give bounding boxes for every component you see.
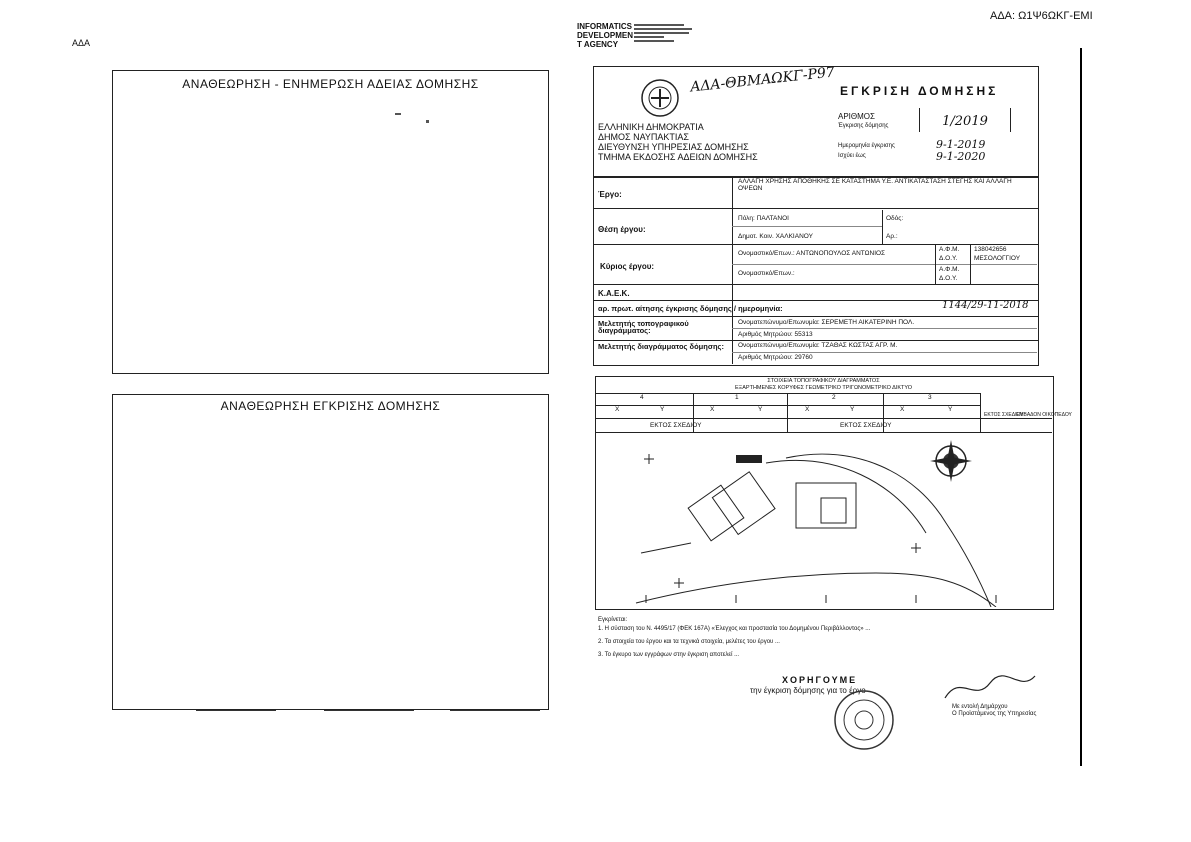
note-line: 1. Η σύσταση του Ν. 4495/17 (ΦΕΚ 167Α) «Έλεγχος και προστασία του Δομημένου Περιβάλλοντος» ... — [598, 626, 871, 632]
topo-col-header: 4 — [640, 394, 644, 401]
page-edge-rule — [1080, 48, 1082, 766]
location-community: Δημοτ. Κοιν. ΧΑΛΚΙΑΝΟΥ — [738, 233, 813, 240]
project-value: ΑΛΛΑΓΗ ΧΡΗΣΗΣ ΑΠΟΘΗΚΗΣ ΣΕ ΚΑΤΑΣΤΗΜΑ Υ.Ε. ΑΝΤΙΚΑΤΑΣΤΑΣΗ ΣΤΕΓΗΣ ΚΑΙ ΑΛΛΑΓΗ ΟΨΕΩΝ — [738, 178, 1012, 192]
revision-approval-box — [112, 394, 549, 710]
table-divider — [787, 393, 788, 432]
authority-line: ΔΗΜΟΣ ΝΑΥΠΑΚΤΙΑΣ — [598, 132, 689, 142]
owner-doy-value: ΜΕΣΟΛΟΓΓΙΟΥ — [974, 255, 1021, 262]
owner-name-1: Ονομαστικό/Επων.: ΑΝΤΩΝΟΠΟΥΛΟΣ ΑΝΤΩΝΙΟΣ — [738, 250, 886, 257]
agency-line: DEVELOPMEN — [577, 31, 634, 40]
table-divider — [593, 284, 1038, 285]
engineer-plan-name: Ονοματεπώνυμο/Επωνυμία: ΤΖΑΘΑΣ ΚΩΣΤΑΣ ΑΓΡ. Μ. — [738, 342, 898, 349]
revision-update-box — [112, 70, 549, 374]
table-divider — [732, 176, 733, 364]
owner-afm-label: Α.Φ.Μ. — [939, 266, 960, 273]
table-divider — [980, 393, 981, 432]
scan-speck — [395, 113, 401, 115]
engineer-plan-reg: Αριθμός Μητρώου: 29760 — [738, 354, 813, 361]
table-divider — [882, 210, 883, 244]
number-field — [919, 108, 1011, 132]
signature-rule — [450, 710, 540, 711]
table-divider — [593, 208, 1038, 209]
owner-name-2: Ονομαστικό/Επων.: — [738, 270, 795, 277]
agency-line: T AGENCY — [577, 40, 619, 49]
notes-heading: Εγκρίνεται: — [598, 617, 628, 623]
topo-col-header: 2 — [832, 394, 836, 401]
location-street: Οδός: — [886, 215, 904, 222]
topo-title-2: ΕΞΑΡΤΗΜΕΝΕΣ ΚΟΡΥΦΕΣ ΓΕΩΜΕΤΡΙΚΟ ΤΡΙΓΩΝΟΜΕΤΡΙΚΟ ΔΙΚΤΥΟ — [735, 385, 912, 391]
permit-title: ΕΓΚΡΙΣΗ ΔΟΜΗΣΗΣ — [840, 84, 999, 98]
issue-date-label: Ημερομηνία έγκρισης — [838, 143, 895, 149]
site-plan-drawing — [596, 433, 1051, 607]
number-value: 1/2019 — [942, 114, 988, 129]
table-divider — [935, 244, 936, 284]
authority-block — [598, 122, 758, 162]
row-rule — [732, 328, 1037, 329]
signature-rule — [324, 710, 414, 711]
signature-line: Ο Προϊστάμενος της Υπηρεσίας — [952, 711, 1037, 717]
row-rule — [732, 264, 1037, 265]
topo-zone-label: ΕΚΤΟΣ ΣΧΕΔΙΟΥ — [840, 422, 892, 429]
issue-date-value: 9-1-2019 — [936, 138, 986, 151]
engineer-topo-name: Ονοματεπώνυμο/Επωνυμία: ΣΕΡΕΜΕΤΗ ΑΙΚΑΤΕΡΙΝΗ ΠΟΛ. — [738, 319, 915, 326]
topo-title-1: ΣΤΟΙΧΕΙΑ ΤΟΠΟΓΡΑΦΙΚΟΥ ΔΙΑΓΡΑΜΜΑΤΟΣ — [767, 378, 880, 384]
topo-axis-label: Y — [948, 406, 953, 413]
authority-line: ΔΙΕΥΘΥΝΣΗ ΥΠΗΡΕΣΙΑΣ ΔΟΜΗΣΗΣ — [598, 142, 749, 152]
engineer-topo-label: Μελετητής τοπογραφικού διαγράμματος: — [598, 319, 689, 335]
signature-rule — [196, 710, 276, 711]
owner-doy-label: Δ.Ο.Υ. — [939, 275, 958, 282]
topo-axis-label: X — [615, 406, 620, 413]
kaek-label: Κ.Α.Ε.Κ. — [598, 289, 630, 298]
authority-line: ΕΛΛΗΝΙΚΗ ΔΗΜΟΚΡΑΤΙΑ — [598, 122, 704, 132]
signature-line: Με εντολή Δημάρχου — [952, 704, 1008, 710]
revision-update-title: ΑΝΑΘΕΩΡΗΣΗ - ΕΝΗΜΕΡΩΣΗ ΑΔΕΙΑΣ ΔΟΜΗΣΗΣ — [182, 77, 479, 91]
number-sublabel: Έγκρισης δόμησης — [838, 123, 889, 129]
row-rule — [732, 226, 882, 227]
number-label: ΑΡΙΘΜΟΣ — [838, 112, 875, 121]
topo-axis-label: X — [710, 406, 715, 413]
project-table — [593, 176, 1039, 366]
table-divider — [593, 316, 1038, 317]
notes-block — [598, 617, 1048, 659]
grant-title: ΧΟΡΗΓΟΥΜΕ — [782, 675, 858, 685]
grant-subtitle: την έγκριση δόμησης για το έργο — [750, 686, 866, 695]
topo-col-header: 1 — [735, 394, 739, 401]
agency-line: INFORMATICS — [577, 22, 632, 31]
owner-afm-label: Α.Φ.Μ. — [939, 246, 960, 253]
owner-afm-value: 138042656 — [974, 246, 1007, 253]
location-city: Πόλη: ΠΑΛΤΑΝΟΙ — [738, 215, 789, 222]
ada-code-top-right: ΑΔΑ: Ω1Ψ6ΩΚΓ-ΕΜΙ — [990, 10, 1093, 22]
engineer-plan-label: Μελετητής διαγράμματος δόμησης: — [598, 342, 724, 351]
location-number: Αρ.: — [886, 233, 898, 240]
topo-axis-label: Y — [850, 406, 855, 413]
agency-stamp — [577, 22, 633, 49]
table-divider — [970, 244, 971, 284]
topo-col-header: 3 — [928, 394, 932, 401]
note-line: 3. Το έγκυρο των εγγράφων στην έγκριση αποτελεί ... — [598, 652, 740, 658]
valid-until-value: 9-1-2020 — [936, 150, 986, 163]
handwritten-signature — [940, 668, 1040, 708]
topo-axis-label: X — [805, 406, 810, 413]
handwritten-ada: ΑΔΑ-ΘΒΜΑΩΚΓ-Ρ97 — [689, 64, 836, 96]
greek-emblem-icon — [640, 78, 680, 118]
north-arrow-icon — [928, 438, 974, 484]
owner-label: Κύριος έργου: — [600, 262, 655, 271]
request-label: αρ. πρωτ. αίτησης έγκρισης δόμησης / ημερομηνία: — [598, 304, 783, 313]
agency-fine-print — [634, 22, 694, 48]
topo-right-label: ΕΜΒΑΔΟΝ ΟΙΚΟΠΕΔΟΥ — [1016, 412, 1072, 418]
topo-right-label: ΕΚΤΟΣ ΣΧΕΔΙΟΥ — [984, 412, 1024, 418]
scan-speck — [426, 120, 429, 123]
location-label: Θέση έργου: — [598, 225, 646, 234]
topo-axis-label: Y — [660, 406, 665, 413]
engineer-topo-reg: Αριθμός Μητρώου: 55313 — [738, 331, 813, 338]
topo-axis-label: X — [900, 406, 905, 413]
owner-doy-label: Δ.Ο.Υ. — [939, 255, 958, 262]
official-seal-icon — [832, 688, 896, 752]
topo-zone-label: ΕΚΤΟΣ ΣΧΕΔΙΟΥ — [650, 422, 702, 429]
row-rule — [732, 352, 1037, 353]
authority-line: ΤΜΗΜΑ ΕΚΔΟΣΗΣ ΑΔΕΙΩΝ ΔΟΜΗΣΗΣ — [598, 152, 758, 162]
table-divider — [593, 340, 1038, 341]
note-line: 2. Τα στοιχεία του έργου και τα τεχνικά στοιχεία, μελέτες του έργου ... — [598, 639, 780, 645]
project-label: Έργο: — [598, 190, 622, 199]
request-value: 1144/29-11-2018 — [942, 300, 1029, 311]
table-divider — [593, 244, 1038, 245]
ada-label-top-left: ΑΔΑ — [72, 38, 91, 48]
topo-axis-label: Y — [758, 406, 763, 413]
revision-approval-title: ΑΝΑΘΕΩΡΗΣΗ ΕΓΚΡΙΣΗΣ ΔΟΜΗΣΗΣ — [220, 399, 441, 413]
valid-until-label: Ισχύει έως — [838, 153, 866, 159]
